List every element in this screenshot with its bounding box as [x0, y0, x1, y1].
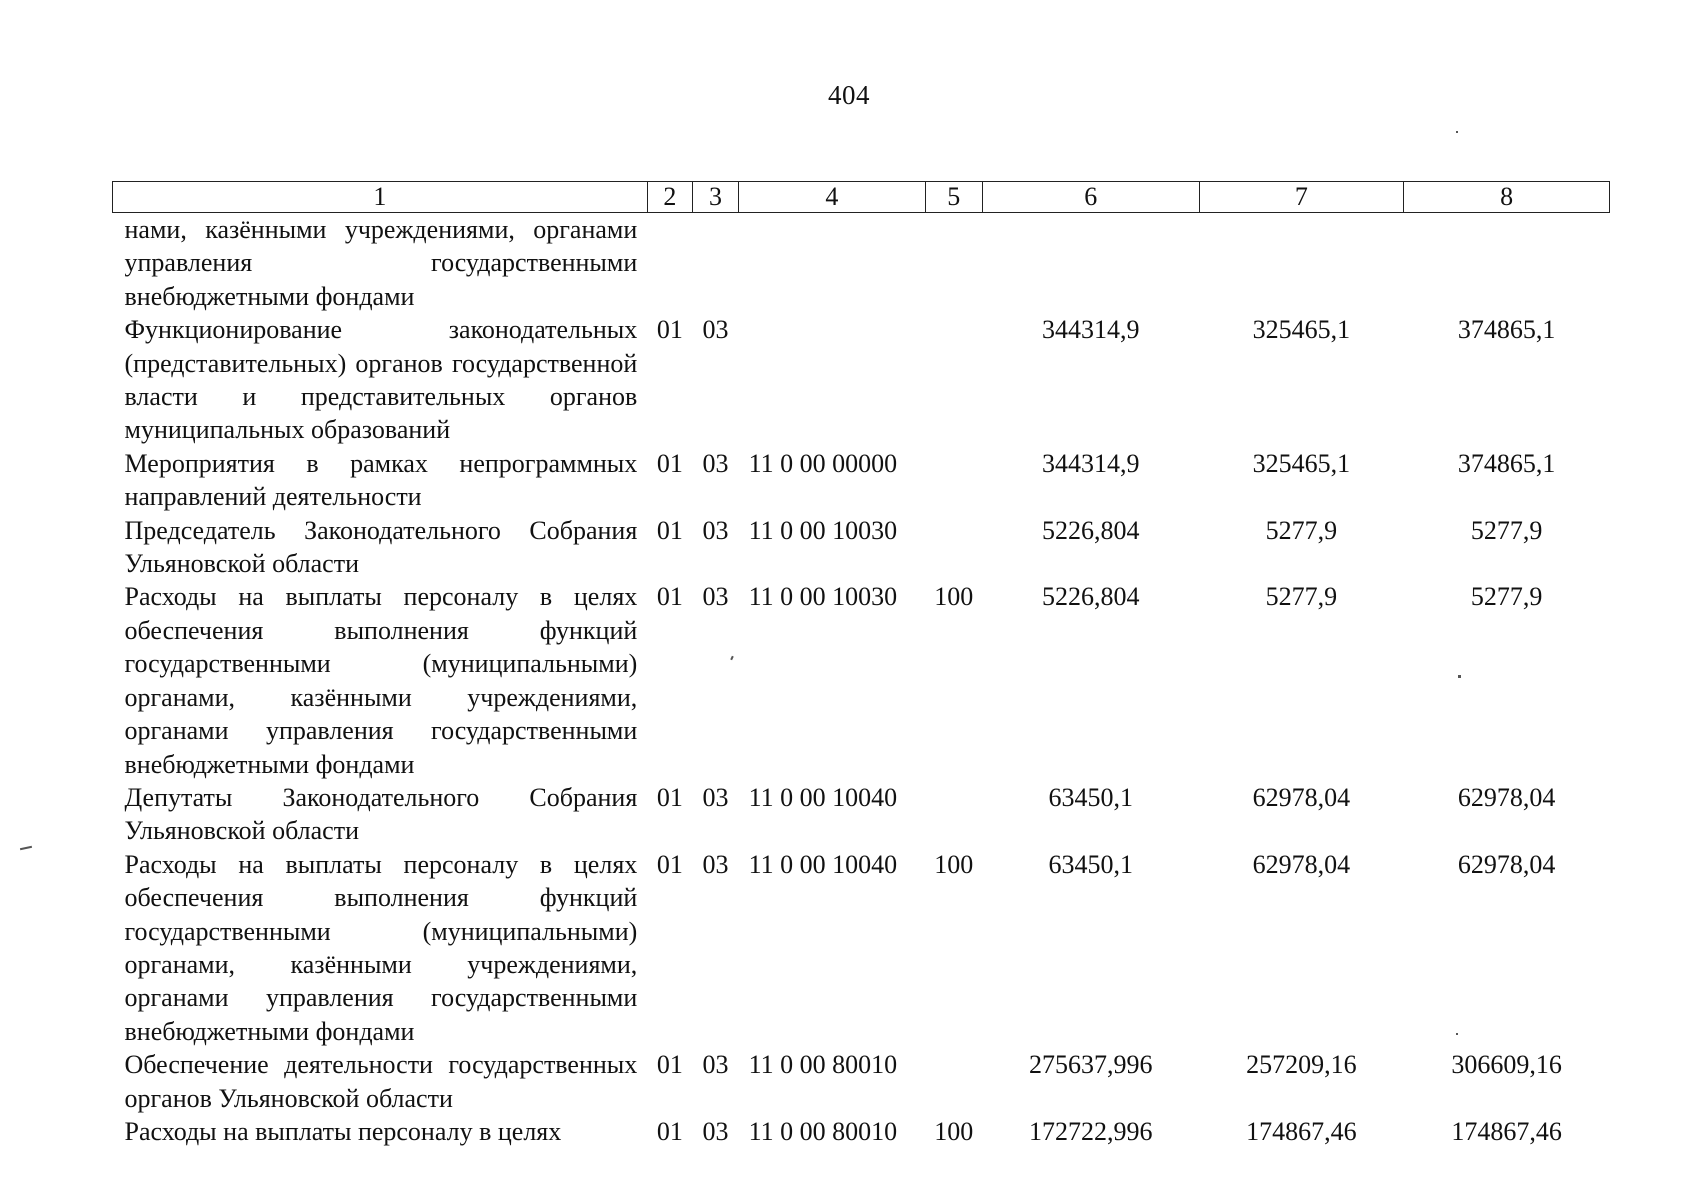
row-year2: 5277,9: [1265, 515, 1338, 545]
row-section: 01: [656, 515, 683, 545]
row-name: Депутаты Законодательного Собрания Ульяновской области: [124, 782, 638, 846]
row-year3: 5277,9: [1470, 582, 1543, 612]
row-year3: [1404, 213, 1610, 314]
row-expense-type: [925, 514, 982, 581]
row-name: Обеспечение деятельности государственных органов Ульяновской области: [124, 1050, 638, 1113]
row-expense-type: 100: [934, 1116, 974, 1146]
header-cell-section: 2: [647, 182, 692, 213]
row-target-article: 11 0 00 80010: [748, 1050, 898, 1080]
scan-speck: [20, 846, 32, 850]
row-expense-type: [925, 1048, 982, 1115]
row-expense-type: 100: [934, 582, 974, 612]
row-year1: 63450,1: [1048, 782, 1133, 812]
row-section: 01: [656, 315, 683, 345]
row-year3: 174867,46: [1451, 1116, 1562, 1146]
header-row: [113, 182, 1610, 213]
table-row: [113, 848, 1610, 1048]
row-name: Расходы на выплаты персоналу в целях: [124, 1116, 562, 1146]
row-subsection: 03: [702, 1050, 729, 1080]
row-target-article: 11 0 00 10030: [748, 515, 898, 545]
row-year2: 325465,1: [1252, 315, 1351, 345]
row-year3: 62978,04: [1457, 782, 1556, 812]
row-year1: 5226,804: [1041, 515, 1140, 545]
row-year1: 172722,996: [1028, 1116, 1153, 1146]
row-subsection: 03: [702, 448, 729, 478]
row-year3: 306609,16: [1451, 1050, 1562, 1080]
row-target-article: [739, 313, 926, 447]
table-row: [113, 313, 1610, 447]
table-row: [113, 447, 1610, 514]
row-name: Расходы на выплаты персоналу в целях обеспечения выполнения функций государственными (муниципальными) органами, казёнными учреждениями, органами управления государственными внебюджетными фондами: [124, 582, 638, 779]
table-row: [113, 781, 1610, 848]
row-section: 01: [656, 1116, 683, 1146]
row-expense-type: 100: [934, 849, 974, 879]
row-subsection: 03: [702, 582, 729, 612]
row-year1: [982, 213, 1199, 314]
table-row: [113, 1115, 1610, 1148]
row-year2: 62978,04: [1252, 782, 1351, 812]
scan-speck: [1456, 1033, 1458, 1035]
row-section: 01: [656, 782, 683, 812]
budget-table: [112, 181, 1610, 1148]
row-year1: 344314,9: [1041, 315, 1140, 345]
row-expense-type: [925, 447, 982, 514]
table-row: [113, 213, 1610, 314]
row-target-article: 11 0 00 10040: [748, 849, 898, 879]
header-cell-target-article: 4: [739, 182, 926, 213]
row-year1: 5226,804: [1041, 582, 1140, 612]
table-row: [113, 580, 1610, 780]
table-row: [113, 1048, 1610, 1115]
row-year3: 5277,9: [1470, 515, 1543, 545]
row-target-article: 11 0 00 00000: [748, 448, 898, 478]
header-cell-subsection: 3: [692, 182, 738, 213]
header-cell-year1: 6: [982, 182, 1199, 213]
row-subsection: 03: [702, 1116, 729, 1146]
row-subsection: 03: [702, 849, 729, 879]
row-name: Председатель Законодательного Собрания Ульяновской области: [124, 515, 638, 579]
row-subsection: 03: [702, 515, 729, 545]
row-year1: 63450,1: [1048, 849, 1133, 879]
row-target-article: [739, 213, 926, 314]
row-section: 01: [656, 582, 683, 612]
page-number: 404: [828, 80, 870, 110]
header-cell-year3: 8: [1404, 182, 1610, 213]
row-section: 01: [656, 849, 683, 879]
row-year1: 344314,9: [1041, 448, 1140, 478]
row-year2: 174867,46: [1246, 1116, 1357, 1146]
row-expense-type: [925, 213, 982, 314]
row-name: Расходы на выплаты персоналу в целях обеспечения выполнения функций государственными (муниципальными) органами, казёнными учреждениями, органами управления государственными внебюджетными фондами: [124, 849, 638, 1046]
row-target-article: 11 0 00 10040: [748, 782, 898, 812]
header-cell-name: 1: [113, 182, 648, 213]
row-subsection: 03: [702, 782, 729, 812]
row-year1: 275637,996: [1028, 1050, 1153, 1080]
row-section: 01: [656, 448, 683, 478]
row-target-article: 11 0 00 10030: [748, 582, 898, 612]
row-year2: 257209,16: [1246, 1050, 1357, 1080]
row-year2: 325465,1: [1252, 448, 1351, 478]
row-year3: 62978,04: [1457, 849, 1556, 879]
row-subsection: [692, 213, 738, 314]
table-header: [113, 182, 1610, 213]
row-year3: 374865,1: [1457, 448, 1556, 478]
row-section: [647, 213, 692, 314]
row-subsection: 03: [702, 315, 729, 345]
row-expense-type: [925, 781, 982, 848]
row-name: нами, казёнными учреждениями, органами управления государственными внебюджетными фондами: [124, 215, 638, 311]
header-cell-year2: 7: [1199, 182, 1404, 213]
row-year2: [1199, 213, 1404, 314]
row-target-article: 11 0 00 80010: [748, 1116, 898, 1146]
row-year2: 5277,9: [1265, 582, 1338, 612]
scan-speck: [1458, 675, 1461, 678]
row-year3: 374865,1: [1457, 315, 1556, 345]
row-expense-type: [925, 313, 982, 447]
row-name: Функционирование законодательных (представительных) органов государственной власти и представительных органов муниципальных образований: [124, 315, 638, 445]
header-cell-expense-type: 5: [925, 182, 982, 213]
table-row: [113, 514, 1610, 581]
row-name: Мероприятия в рамках непрограммных направлений деятельности: [124, 448, 638, 512]
scan-speck: [1456, 131, 1458, 133]
row-section: 01: [656, 1050, 683, 1080]
table-body: [113, 213, 1610, 1149]
row-year2: 62978,04: [1252, 849, 1351, 879]
